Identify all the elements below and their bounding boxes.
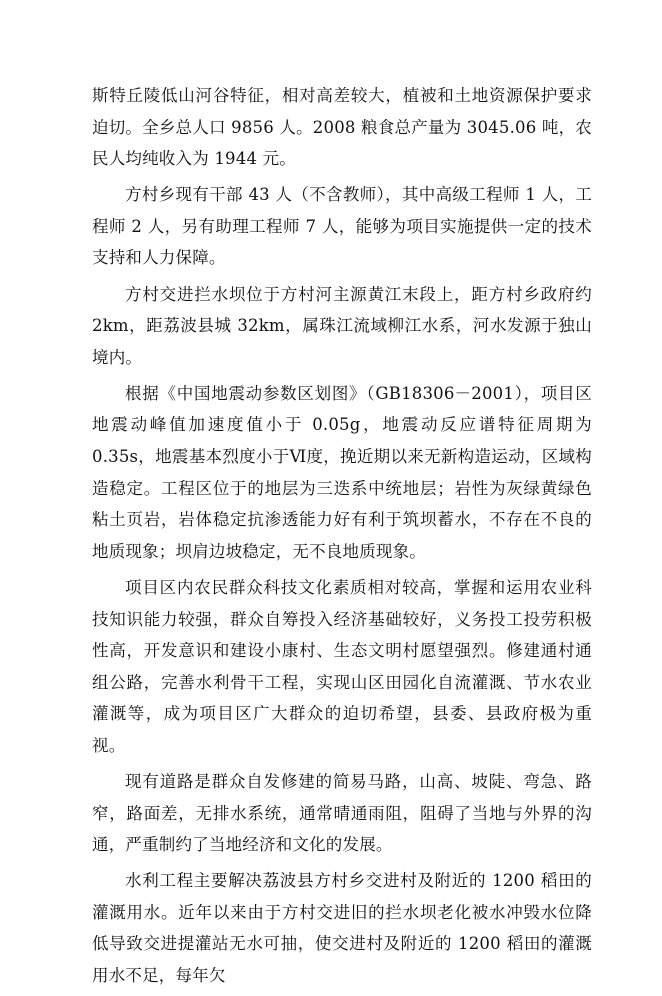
paragraph-irrigation: 水利工程主要解决荔波县方村乡交进村及附近的 1200 稻田的灌溉用水。近年以来由于方村交进旧的拦水坝老化被水冲毁水位降低导致交进提灌站无水可抽，使交进村及附近的 1200 稻田的灌溉用水不足，每年欠 [92, 871, 592, 986]
paragraph-farmers: 项目区内农民群众科技文化素质相对较高，掌握和运用农业科技知识能力较强，群众自筹投入经济基础较好，义务投工投劳积极性高，开发意识和建设小康村、生态文明村愿望强烈。修建通村通组公路，完善水利骨干工程，实现山区田园化自流灌溉、节水农业灌溉等，成为项目区广大群众的迫切希望，县委、县政府极为重视。 [92, 577, 592, 755]
document-body [92, 80, 592, 996]
paragraph-roads: 现有道路是群众自发修建的简易马路，山高、坡陡、弯急、路窄，路面差，无排水系统，通常晴通雨阻，阻碍了当地与外界的沟通，严重制约了当地经济和文化的发展。 [92, 771, 592, 855]
paragraph-geology: 根据《中国地震动参数区划图》（GB18306－2001），项目区地震动峰值加速度值小于 0.05g，地震动反应谱特征周期为 0.35s，地震基本烈度小于Ⅵ度，挽近期以来无新构造运动，区域构造稳定。工程区位于的地层为三迭系中统地层；岩性为灰绿黄绿色粘土页岩，岩体稳定抗渗透能力好有利于筑坝蓄水，不存在不良的地质现象；坝肩边坡稳定，无不良地质现象。 [92, 383, 592, 561]
paragraph-continuation: 斯特丘陵低山河谷特征，相对高差较大，植被和土地资源保护要求迫切。全乡总人口 9856 人。2008 粮食总产量为 3045.06 吨，农民人均纯收入为 1944 元。 [92, 86, 592, 169]
paragraph-staff: 方村乡现有干部 43 人（不含教师），其中高级工程师 1 人，工程师 2 人，另有助理工程师 7 人，能够为项目实施提供一定的技术支持和人力保障。 [92, 185, 592, 268]
paragraph-dam-location: 方村交进拦水坝位于方村河主源黄江末段上，距方村乡政府约 2km，距荔波县城 32km，属珠江流域柳江水系，河水发源于独山境内。 [92, 284, 592, 367]
